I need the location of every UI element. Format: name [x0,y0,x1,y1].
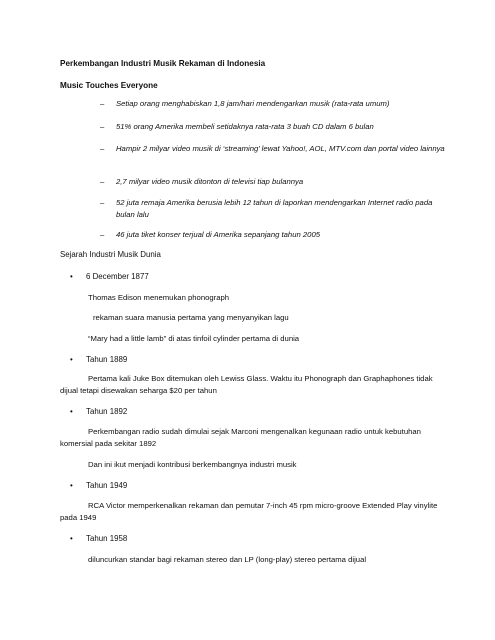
paragraph-text: Perkembangan radio sudah dimulai sejak Marconi mengenalkan kegunaan radio untuk kebutuhan komersial pada sekitar 1892 [60,427,421,448]
document-title: Perkembangan Industri Musik Rekaman di Indonesia [60,59,266,68]
paragraph: diluncurkan standar bagi rekaman stereo dan LP (long-play) stereo pertama dijual [88,555,367,564]
bullet-marker: • [70,272,73,281]
dash-list-item [100,98,450,110]
bullet-marker: • [70,534,73,543]
timeline-bullet [70,271,149,283]
bullet-marker: • [70,481,73,490]
paragraph: “Mary had a little lamb” di atas tinfoil cylinder pertama di dunia [88,334,300,343]
paragraph: Dan ini ikut menjadi kontribusi berkembangnya industri musik [88,460,297,469]
timeline-bullet [70,406,127,418]
dash-list-item [100,229,450,241]
dash-item-text: Setiap orang menghabiskan 1,8 jam/hari mendengarkan musik (rata-rata umum) [116,99,390,108]
dash-item-text: 51% orang Amerika membeli setidaknya rata-rata 3 buah CD dalam 6 bulan [116,122,374,131]
dash-marker: – [100,177,105,186]
timeline-bullet [70,354,127,366]
dash-marker: – [100,144,105,153]
bullet-marker: • [70,355,73,364]
dash-marker: – [100,122,105,131]
document-subtitle: Music Touches Everyone [60,81,158,90]
dash-marker: – [100,230,105,239]
paragraph: Thomas Edison menemukan phonograph [88,293,230,302]
dash-list-item [100,176,450,188]
paragraph [60,426,440,450]
dash-item-text: 2,7 milyar video musik ditonton di televisi tiap bulannya [116,177,304,186]
dash-item-text: 46 juta tiket konser terjual di Amerika sepanjang tahun 2005 [116,230,320,239]
section-title: Sejarah Industri Musik Dunia [60,250,161,259]
paragraph: rekaman suara manusia pertama yang menyanyikan lagu [93,313,289,322]
bullet-marker: • [70,407,73,416]
paragraph-text: RCA Victor memperkenalkan rekaman dan pemutar 7-inch 45 rpm micro-groove Extended Play vinylite pada 1949 [60,501,438,522]
bullet-label: Tahun 1958 [86,534,128,543]
dash-list-item [100,143,450,155]
dash-marker: – [100,99,105,108]
bullet-label: Tahun 1949 [86,481,128,490]
paragraph [60,500,440,524]
dash-item-text: 52 juta remaja Amerika berusia lebih 12 tahun di laporkan mendengarkan Internet radio pada bulan lalu [116,198,433,219]
dash-marker: – [100,198,105,207]
paragraph [60,373,440,397]
dash-item-text: Hampir 2 milyar video musik di ‘streaming’ lewat Yahoo!, AOL, MTV.com dan portal video lainnya [116,144,445,153]
paragraph-text: Pertama kali Juke Box ditemukan oleh Lewiss Glass. Waktu itu Phonograph dan Graphaphones tidak dijual tetapi disewakan seharga $20 per tahun [60,374,433,395]
timeline-bullet [70,480,127,492]
bullet-label: Tahun 1892 [86,407,128,416]
dash-list-item [100,121,450,133]
timeline-bullet [70,533,127,545]
dash-list-item [100,197,450,221]
bullet-label: 6 December 1877 [86,272,149,281]
bullet-label: Tahun 1889 [86,355,128,364]
